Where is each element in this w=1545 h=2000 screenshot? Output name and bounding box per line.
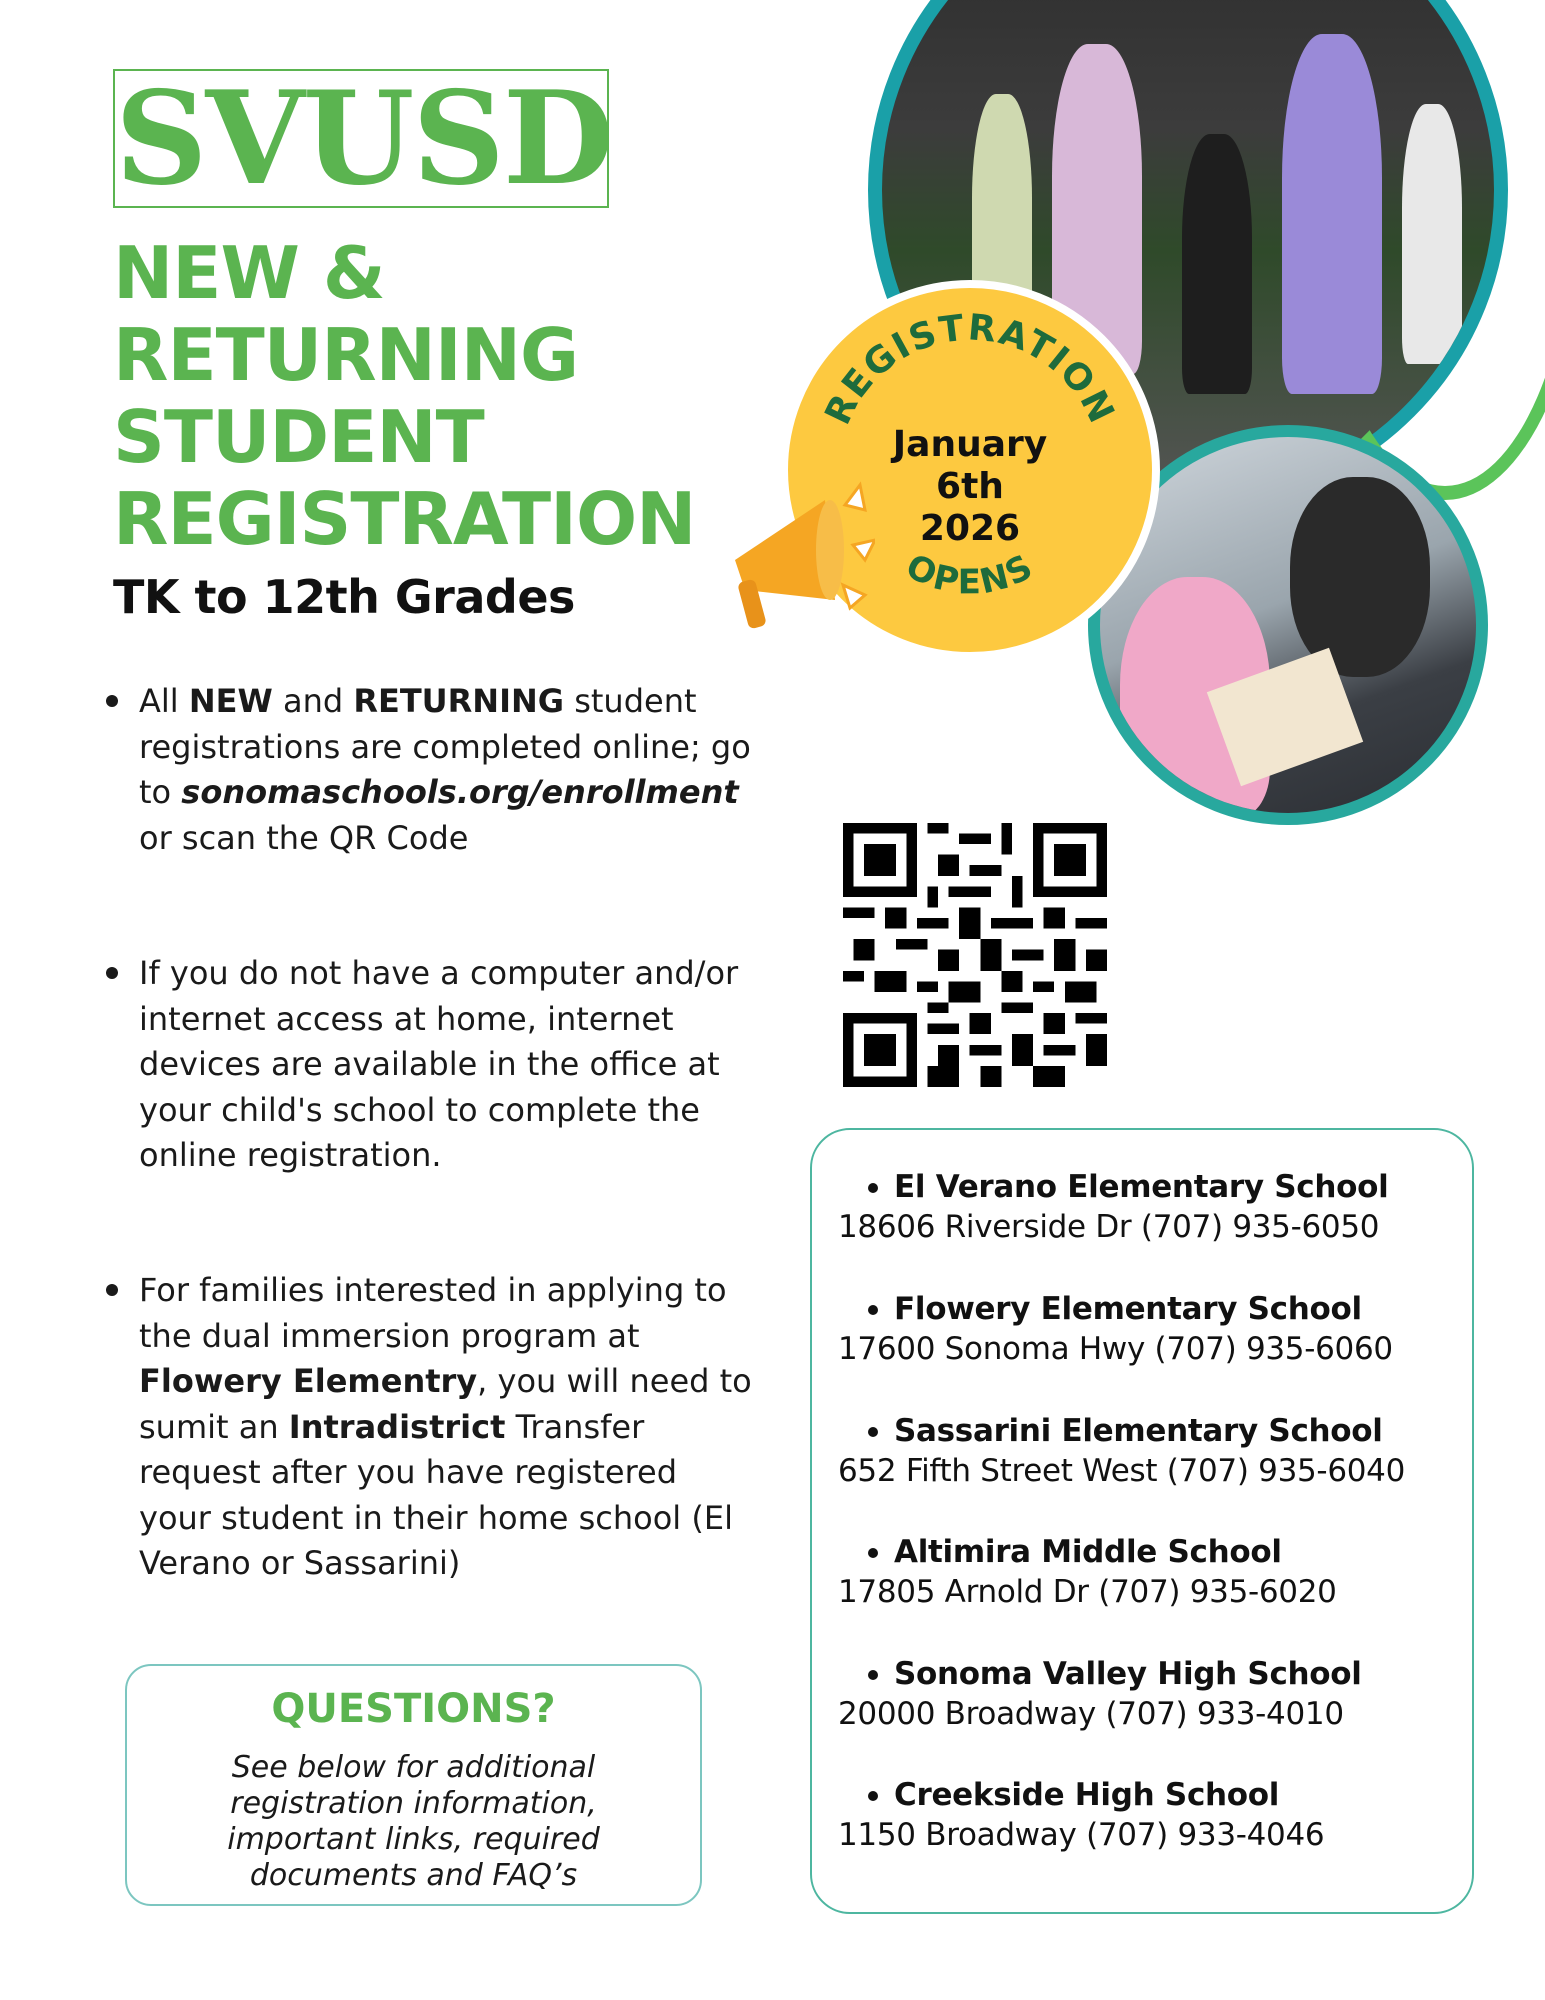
text-span: and [272,682,354,720]
questions-box [125,1664,702,1906]
flowery-emphasis: Flowery Elementry [139,1362,478,1400]
school-address: 20000 Broadway (707) 933-4010 [838,1696,1344,1732]
grades-subtitle: TK to 12th Grades [113,570,575,624]
text-span: Transfer request after you have registered your student in their home school (El Verano or Sassarini) [139,1407,733,1582]
enrollment-link[interactable]: sonomaschools.org/enrollment [181,773,739,811]
badge-top-arc: REGISTRATION [817,307,1123,431]
title-line-2: RETURNING [113,313,579,397]
bullet-dual-immersion [106,1268,756,1587]
date-year: 2026 [919,508,1021,549]
badge-bottom-arc: OPENS [899,546,1041,603]
intradistrict-emphasis: Intradistrict [288,1407,506,1446]
svg-text:REGISTRATION [818,307,1123,431]
svg-text:OPENS [899,546,1040,602]
questions-body: See below for additional registration information, important links, required documents and FAQ’s [227,1750,600,1893]
school-item [838,1654,1468,1734]
school-name: Altimira Middle School [838,1532,1468,1572]
text-span: , you will need to sumit an [139,1362,752,1446]
school-item [838,1411,1468,1491]
school-name: Flowery Elementary School [838,1289,1468,1329]
title-line-4: REGISTRATION [113,477,696,561]
text-span: For families interested in applying to the dual immersion program at [139,1271,727,1355]
photo-figure [1182,134,1252,394]
school-address: 652 Fifth Street West (707) 935-6040 [838,1453,1406,1489]
school-address: 18606 Riverside Dr (707) 935-6050 [838,1209,1380,1245]
bullet-text [139,1268,756,1587]
bullet-text [139,679,756,861]
photo-figure [1290,477,1430,677]
bullet-device-access [106,951,756,1179]
megaphone-icon [715,480,875,640]
school-name: Creekside High School [838,1775,1468,1815]
school-address: 17805 Arnold Dr (707) 935-6020 [838,1574,1337,1610]
school-name: El Verano Elementary School [838,1167,1468,1207]
bullet-online-registration [106,679,756,861]
bullet-dot [106,967,118,979]
logo-text: SVUSD [115,64,612,214]
text-span: or scan the QR Code [139,818,469,857]
school-item [838,1532,1468,1612]
text-span: student registrations are completed online; go to [139,682,751,811]
date-month: January [892,424,1048,465]
bullet-dot [106,695,118,707]
school-address: 1150 Broadway (707) 933-4046 [838,1817,1325,1853]
qr-code-icon[interactable] [843,823,1107,1087]
bullet-text: If you do not have a computer and/or internet access at home, internet devices are available in the office at your child's school to complete the online registration. [139,954,739,1174]
title-line-1: NEW & [113,231,385,315]
school-item [838,1289,1468,1369]
school-item [838,1775,1468,1855]
school-name: Sonoma Valley High School [838,1654,1468,1694]
title-line-3: STUDENT [113,395,484,479]
text-span: All [139,682,189,720]
school-name: Sassarini Elementary School [838,1411,1468,1451]
bullet-dot [106,1284,118,1296]
questions-heading: QUESTIONS? [271,1686,556,1732]
date-day: 6th [936,466,1004,507]
returning-emphasis: RETURNING [353,682,565,720]
schools-box [810,1128,1474,1914]
page-title [113,232,733,560]
new-emphasis: NEW [188,682,273,720]
svusd-logo [113,64,612,214]
school-item [838,1167,1468,1247]
school-address: 17600 Sonoma Hwy (707) 935-6060 [838,1331,1393,1367]
